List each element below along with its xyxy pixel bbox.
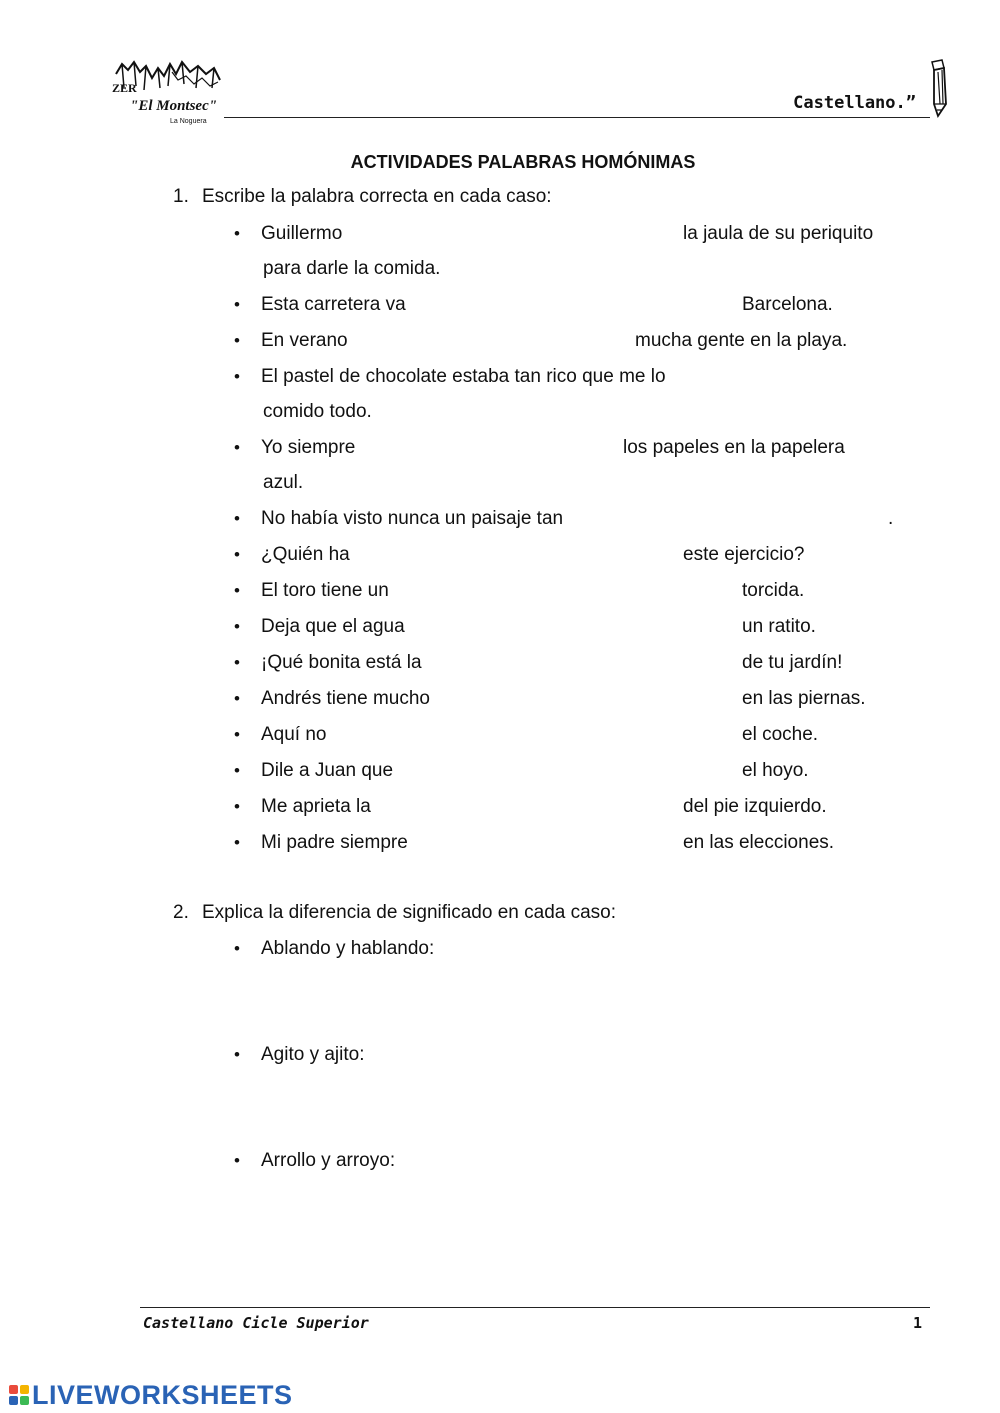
exercise-1-number: 1. [173,186,189,207]
item-text-after-blank: un ratito. [742,616,816,637]
bullet-icon: • [234,331,240,350]
exercise-2-prompt: Explica la diferencia de significado en cada caso: [202,902,617,923]
item-text-after-blank: la jaula de su periquito [683,223,874,244]
item-text: El pastel de chocolate estaba tan rico que me lo [261,366,666,387]
bullet-icon: • [234,1151,240,1170]
footer-divider [140,1307,930,1308]
item-text: ¿Quién ha [261,544,350,565]
page-number: 1 [913,1314,923,1332]
bullet-icon: • [234,581,240,600]
zer-logo-text: ZER [112,81,137,95]
bullet-icon: • [234,224,240,243]
item-text: Dile a Juan que [261,760,394,781]
school-name: "El Montsec" [130,98,218,114]
bullet-icon: • [234,939,240,958]
liveworksheets-logo-icon [8,1384,30,1406]
item-text-continued: para darle la comida. [263,258,441,279]
item-text-after-blank: mucha gente en la playa. [635,330,848,351]
header-divider [224,117,930,118]
bullet-icon: • [234,653,240,672]
item-text-after-blank: del pie izquierdo. [683,796,827,817]
exercise-2-number: 2. [173,902,189,923]
item-text-after-blank: el coche. [742,724,819,745]
item-text: Guillermo [261,223,343,244]
item-text-after-blank: el hoyo. [742,760,809,781]
item-text: ¡Qué bonita está la [261,652,422,673]
bullet-icon: • [234,833,240,852]
item-text: Yo siempre [261,437,356,458]
footer-course: Castellano Cicle Superior [143,1314,369,1332]
item-text-continued: comido todo. [263,401,372,422]
bullet-icon: • [234,761,240,780]
bullet-icon: • [234,617,240,636]
bullet-icon: • [234,367,240,386]
item-text-after-blank: Barcelona. [742,294,833,315]
exercise-2-item: Ablando y hablando: [261,938,435,959]
subject-label: Castellano.” [793,93,916,113]
exercise-2-item: Arrollo y arroyo: [261,1150,396,1171]
bullet-icon: • [234,725,240,744]
item-text-after-blank: torcida. [742,580,805,601]
bullet-icon: • [234,545,240,564]
item-text-after-blank: de tu jardín! [742,652,843,673]
bullet-icon: • [234,797,240,816]
item-text-continued: azul. [263,472,304,493]
item-text-after-blank: . [888,508,894,529]
bullet-icon: • [234,1045,240,1064]
item-text: Deja que el agua [261,616,405,637]
item-text: El toro tiene un [261,580,389,601]
item-text-after-blank: los papeles en la papelera [623,437,845,458]
bullet-icon: • [234,295,240,314]
item-text: Mi padre siempre [261,832,408,853]
bullet-icon: • [234,689,240,708]
school-region: La Noguera [170,118,207,125]
liveworksheets-watermark[interactable]: LIVEWORKSHEETS [32,1380,293,1410]
item-text: No había visto nunca un paisaje tan [261,508,564,529]
item-text-after-blank: este ejercicio? [683,544,805,565]
item-text-after-blank: en las piernas. [742,688,866,709]
pencil-icon [926,58,950,120]
item-text-after-blank: en las elecciones. [683,832,835,853]
item-text: Esta carretera va [261,294,406,315]
item-text: Andrés tiene mucho [261,688,430,709]
item-text: Aquí no [261,724,327,745]
exercise-2-item: Agito y ajito: [261,1044,365,1065]
bullet-icon: • [234,438,240,457]
worksheet-title: ACTIVIDADES PALABRAS HOMÓNIMAS [350,152,696,172]
item-text: En verano [261,330,348,351]
item-text: Me aprieta la [261,796,371,817]
exercise-1-prompt: Escribe la palabra correcta en cada caso: [202,186,552,207]
bullet-icon: • [234,509,240,528]
